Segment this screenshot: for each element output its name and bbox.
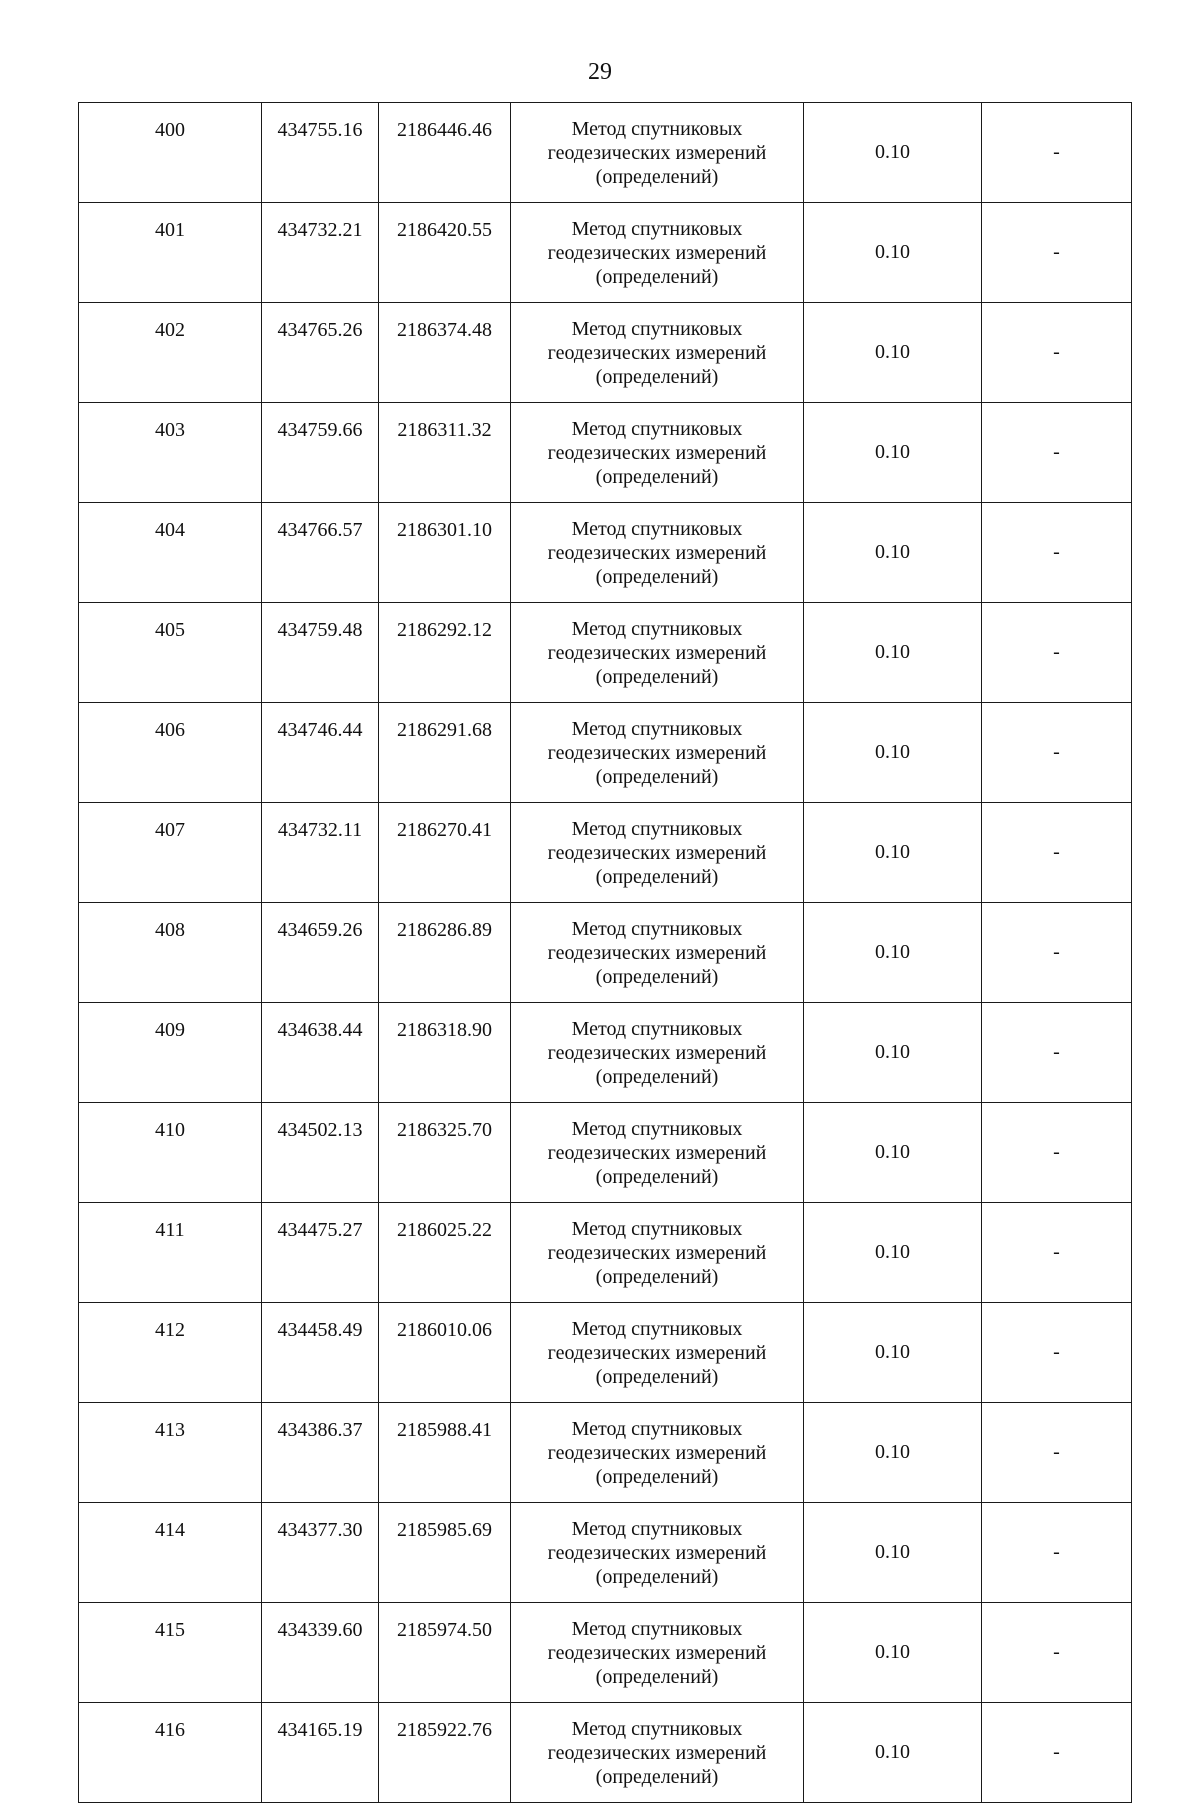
- method-text-line: (определений): [595, 365, 719, 388]
- method-text-line: Метод спутниковых: [571, 1717, 743, 1740]
- point-number-cell: 407: [79, 803, 262, 903]
- y-coordinate-cell: 2186270.41: [379, 803, 511, 903]
- dash-cell: -: [982, 1303, 1132, 1403]
- table-row: [79, 1603, 1132, 1703]
- y-coordinate-cell: 2186374.48: [379, 303, 511, 403]
- method-text-line: (определений): [595, 565, 719, 588]
- accuracy-cell: 0.10: [804, 103, 982, 203]
- method-text-line: (определений): [595, 1765, 719, 1788]
- point-number-cell: 412: [79, 1303, 262, 1403]
- accuracy-cell: 0.10: [804, 1603, 982, 1703]
- method-text-line: (определений): [595, 1065, 719, 1088]
- dash-cell: -: [982, 1603, 1132, 1703]
- dash-cell: -: [982, 1003, 1132, 1103]
- table-row: [79, 703, 1132, 803]
- method-text-line: геодезических измерений: [547, 1141, 767, 1164]
- method-text-line: Метод спутниковых: [571, 817, 743, 840]
- table-row: [79, 1303, 1132, 1403]
- dash-cell: -: [982, 703, 1132, 803]
- method-text-line: геодезических измерений: [547, 941, 767, 964]
- x-coordinate-cell: 434165.19: [262, 1703, 379, 1803]
- dash-cell: -: [982, 503, 1132, 603]
- x-coordinate-cell: 434746.44: [262, 703, 379, 803]
- y-coordinate-cell: 2185985.69: [379, 1503, 511, 1603]
- x-coordinate-cell: 434759.48: [262, 603, 379, 703]
- method-cell: [511, 1203, 804, 1303]
- method-text-line: геодезических измерений: [547, 1541, 767, 1564]
- table-row: [79, 1403, 1132, 1503]
- method-text-line: Метод спутниковых: [571, 917, 743, 940]
- x-coordinate-cell: 434386.37: [262, 1403, 379, 1503]
- method-text-line: (определений): [595, 265, 719, 288]
- method-text-line: Метод спутниковых: [571, 117, 743, 140]
- method-text-line: Метод спутниковых: [571, 1317, 743, 1340]
- point-number-cell: 413: [79, 1403, 262, 1503]
- table-row: [79, 1003, 1132, 1103]
- method-text-line: геодезических измерений: [547, 1341, 767, 1364]
- dash-cell: -: [982, 403, 1132, 503]
- table-row: [79, 1203, 1132, 1303]
- point-number-cell: 404: [79, 503, 262, 603]
- y-coordinate-cell: 2185922.76: [379, 1703, 511, 1803]
- method-text-line: геодезических измерений: [547, 1041, 767, 1064]
- method-cell: [511, 1103, 804, 1203]
- method-text-line: (определений): [595, 765, 719, 788]
- method-text-line: Метод спутниковых: [571, 217, 743, 240]
- y-coordinate-cell: 2185974.50: [379, 1603, 511, 1703]
- method-cell: [511, 103, 804, 203]
- page-number: 29: [588, 59, 612, 85]
- accuracy-cell: 0.10: [804, 503, 982, 603]
- dash-cell: -: [982, 203, 1132, 303]
- point-number-cell: 411: [79, 1203, 262, 1303]
- x-coordinate-cell: 434377.30: [262, 1503, 379, 1603]
- point-number-cell: 401: [79, 203, 262, 303]
- method-text-line: геодезических измерений: [547, 441, 767, 464]
- accuracy-cell: 0.10: [804, 1203, 982, 1303]
- method-text-line: геодезических измерений: [547, 641, 767, 664]
- method-text-line: (определений): [595, 1165, 719, 1188]
- accuracy-cell: 0.10: [804, 303, 982, 403]
- point-number-cell: 414: [79, 1503, 262, 1603]
- method-text-line: (определений): [595, 465, 719, 488]
- point-number-cell: 403: [79, 403, 262, 503]
- table-row: [79, 603, 1132, 703]
- accuracy-cell: 0.10: [804, 703, 982, 803]
- y-coordinate-cell: 2186025.22: [379, 1203, 511, 1303]
- table-row: [79, 1103, 1132, 1203]
- y-coordinate-cell: 2185988.41: [379, 1403, 511, 1503]
- x-coordinate-cell: 434765.26: [262, 303, 379, 403]
- point-number-cell: 400: [79, 103, 262, 203]
- method-cell: [511, 1403, 804, 1503]
- x-coordinate-cell: 434732.21: [262, 203, 379, 303]
- y-coordinate-cell: 2186420.55: [379, 203, 511, 303]
- point-number-cell: 415: [79, 1603, 262, 1703]
- method-text-line: Метод спутниковых: [571, 1117, 743, 1140]
- method-cell: [511, 303, 804, 403]
- y-coordinate-cell: 2186010.06: [379, 1303, 511, 1403]
- dash-cell: -: [982, 903, 1132, 1003]
- dash-cell: -: [982, 103, 1132, 203]
- table-row: [79, 403, 1132, 503]
- method-text-line: (определений): [595, 865, 719, 888]
- method-cell: [511, 203, 804, 303]
- method-cell: [511, 1703, 804, 1803]
- method-text-line: Метод спутниковых: [571, 1517, 743, 1540]
- accuracy-cell: 0.10: [804, 1503, 982, 1603]
- method-text-line: геодезических измерений: [547, 141, 767, 164]
- point-number-cell: 402: [79, 303, 262, 403]
- accuracy-cell: 0.10: [804, 203, 982, 303]
- dash-cell: -: [982, 1703, 1132, 1803]
- method-text-line: (определений): [595, 165, 719, 188]
- y-coordinate-cell: 2186325.70: [379, 1103, 511, 1203]
- table-row: [79, 903, 1132, 1003]
- dash-cell: -: [982, 603, 1132, 703]
- x-coordinate-cell: 434638.44: [262, 1003, 379, 1103]
- coordinates-table: [78, 102, 1132, 1803]
- x-coordinate-cell: 434759.66: [262, 403, 379, 503]
- method-text-line: геодезических измерений: [547, 841, 767, 864]
- accuracy-cell: 0.10: [804, 1703, 982, 1803]
- y-coordinate-cell: 2186291.68: [379, 703, 511, 803]
- method-cell: [511, 603, 804, 703]
- method-text-line: геодезических измерений: [547, 241, 767, 264]
- x-coordinate-cell: 434659.26: [262, 903, 379, 1003]
- dash-cell: -: [982, 303, 1132, 403]
- x-coordinate-cell: 434339.60: [262, 1603, 379, 1703]
- method-cell: [511, 1603, 804, 1703]
- method-text-line: Метод спутниковых: [571, 417, 743, 440]
- y-coordinate-cell: 2186301.10: [379, 503, 511, 603]
- method-text-line: (определений): [595, 1565, 719, 1588]
- dash-cell: -: [982, 1203, 1132, 1303]
- point-number-cell: 405: [79, 603, 262, 703]
- method-text-line: геодезических измерений: [547, 1741, 767, 1764]
- method-text-line: (определений): [595, 1665, 719, 1688]
- point-number-cell: 409: [79, 1003, 262, 1103]
- method-text-line: геодезических измерений: [547, 741, 767, 764]
- method-text-line: Метод спутниковых: [571, 1417, 743, 1440]
- method-text-line: Метод спутниковых: [571, 517, 743, 540]
- point-number-cell: 408: [79, 903, 262, 1003]
- method-text-line: геодезических измерений: [547, 1241, 767, 1264]
- accuracy-cell: 0.10: [804, 1003, 982, 1103]
- method-cell: [511, 703, 804, 803]
- method-cell: [511, 1503, 804, 1603]
- table-row: [79, 303, 1132, 403]
- x-coordinate-cell: 434755.16: [262, 103, 379, 203]
- method-text-line: геодезических измерений: [547, 1641, 767, 1664]
- method-text-line: Метод спутниковых: [571, 1617, 743, 1640]
- method-text-line: Метод спутниковых: [571, 1217, 743, 1240]
- accuracy-cell: 0.10: [804, 403, 982, 503]
- accuracy-cell: 0.10: [804, 803, 982, 903]
- table-row: [79, 103, 1132, 203]
- dash-cell: -: [982, 803, 1132, 903]
- method-text-line: Метод спутниковых: [571, 1017, 743, 1040]
- x-coordinate-cell: 434502.13: [262, 1103, 379, 1203]
- method-text-line: геодезических измерений: [547, 1441, 767, 1464]
- method-text-line: (определений): [595, 1265, 719, 1288]
- method-text-line: геодезических измерений: [547, 341, 767, 364]
- point-number-cell: 406: [79, 703, 262, 803]
- method-cell: [511, 803, 804, 903]
- method-text-line: (определений): [595, 1465, 719, 1488]
- method-cell: [511, 403, 804, 503]
- accuracy-cell: 0.10: [804, 1103, 982, 1203]
- table-row: [79, 803, 1132, 903]
- method-cell: [511, 903, 804, 1003]
- x-coordinate-cell: 434732.11: [262, 803, 379, 903]
- accuracy-cell: 0.10: [804, 603, 982, 703]
- y-coordinate-cell: 2186446.46: [379, 103, 511, 203]
- x-coordinate-cell: 434458.49: [262, 1303, 379, 1403]
- method-text-line: (определений): [595, 665, 719, 688]
- x-coordinate-cell: 434475.27: [262, 1203, 379, 1303]
- accuracy-cell: 0.10: [804, 903, 982, 1003]
- method-cell: [511, 503, 804, 603]
- method-text-line: геодезических измерений: [547, 541, 767, 564]
- table-row: [79, 503, 1132, 603]
- method-text-line: (определений): [595, 965, 719, 988]
- method-text-line: Метод спутниковых: [571, 717, 743, 740]
- dash-cell: -: [982, 1503, 1132, 1603]
- dash-cell: -: [982, 1403, 1132, 1503]
- y-coordinate-cell: 2186292.12: [379, 603, 511, 703]
- method-text-line: Метод спутниковых: [571, 317, 743, 340]
- table-row: [79, 1703, 1132, 1803]
- table-body: [79, 103, 1132, 1803]
- y-coordinate-cell: 2186311.32: [379, 403, 511, 503]
- point-number-cell: 410: [79, 1103, 262, 1203]
- y-coordinate-cell: 2186318.90: [379, 1003, 511, 1103]
- method-text-line: (определений): [595, 1365, 719, 1388]
- table-row: [79, 203, 1132, 303]
- accuracy-cell: 0.10: [804, 1403, 982, 1503]
- method-cell: [511, 1003, 804, 1103]
- dash-cell: -: [982, 1103, 1132, 1203]
- y-coordinate-cell: 2186286.89: [379, 903, 511, 1003]
- accuracy-cell: 0.10: [804, 1303, 982, 1403]
- point-number-cell: 416: [79, 1703, 262, 1803]
- method-text-line: Метод спутниковых: [571, 617, 743, 640]
- method-cell: [511, 1303, 804, 1403]
- table-row: [79, 1503, 1132, 1603]
- x-coordinate-cell: 434766.57: [262, 503, 379, 603]
